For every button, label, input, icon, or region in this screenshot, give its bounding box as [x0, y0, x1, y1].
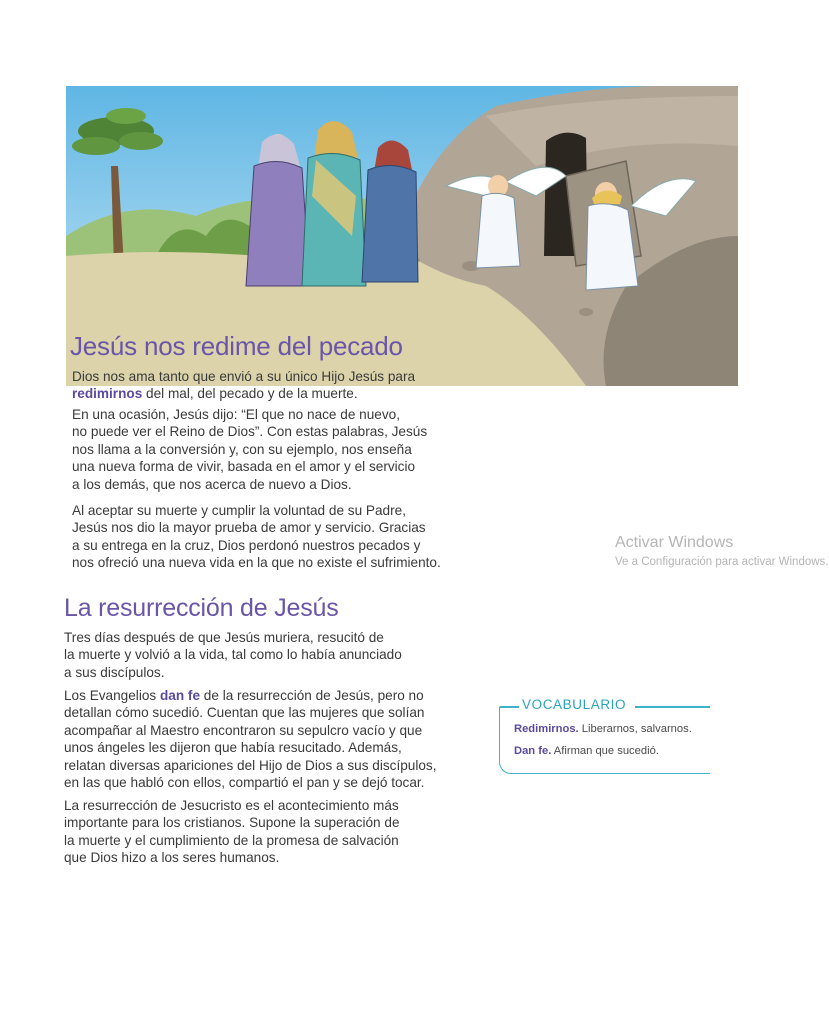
text-line: Jesús nos dio la mayor prueba de amor y servicio. Gracias [72, 520, 426, 536]
text-line: Los Evangelios dan fe de la resurrección de Jesús, pero no [64, 688, 424, 703]
text-line: a sus discípulos. [64, 664, 165, 680]
text-line: a su entrega en la cruz, Dios perdonó nuestros pecados y [72, 537, 421, 553]
vocabulary-box [499, 707, 710, 774]
vocabulary-header [499, 697, 710, 715]
text-line: acompañar al Maestro encontraron su sepulcro vacío y que [64, 722, 423, 738]
text-line: nos ofreció una nueva vida en la que no existe el sufrimiento. [72, 555, 441, 571]
text-line: nos llama a la conversión y, con su ejemplo, nos enseña [72, 441, 412, 457]
section-title-resurrection: La resurrección de Jesús [64, 594, 339, 622]
paragraph-redemption-intro [72, 368, 415, 403]
activation-watermark-subtitle: Ve a Configuración para activar Windows. [615, 556, 829, 568]
text-line: Al aceptar su muerte y cumplir la voluntad de su Padre, [72, 503, 406, 518]
vocabulary-definition: Liberarnos, salvarnos. [578, 723, 692, 735]
paragraph-resurrection-intro [64, 629, 402, 681]
text-line: no puede ver el Reino de Dios”. Con estas palabras, Jesús [72, 424, 428, 440]
text-line: la muerte y el cumplimiento de la promesa de salvación [64, 832, 399, 848]
keyword-redimirnos: redimirnos [72, 386, 143, 402]
text-line: en las que habló con ellos, compartió el pan y se dejó tocar. [64, 775, 425, 791]
text-line: una nueva forma de vivir, basada en el amor y el servicio [72, 459, 416, 475]
activation-watermark-title: Activar Windows [615, 534, 734, 551]
text-line: a los demás, que nos acerca de nuevo a Dios. [72, 476, 352, 492]
keyword-dan-fe: dan fe [159, 688, 201, 703]
paragraph-gospels [64, 687, 437, 791]
vocabulary-definition: Afirman que sucedió. [551, 745, 659, 757]
text-line: unos ángeles les dijeron que había resucitado. Además, [64, 740, 402, 756]
paragraph-conversion [72, 406, 427, 493]
vocabulary-divider [499, 706, 519, 708]
text-line: Tres días después de que Jesús muriera, resucitó de [64, 630, 384, 645]
paragraph-sacrifice [72, 502, 441, 572]
vocabulary-entry [514, 723, 692, 735]
vocabulary-term: Redimirnos. [514, 723, 579, 735]
paragraph-importance [64, 797, 400, 867]
text-line: En una ocasión, Jesús dijo: “El que no nace de nuevo, [72, 407, 400, 422]
text-line: detallan cómo sucedió. Cuentan que las mujeres que solían [64, 705, 425, 721]
vocabulary-divider [635, 706, 710, 708]
vocabulary-title: VOCABULARIO [522, 697, 627, 712]
text-line: que Dios hizo a los seres humanos. [64, 850, 280, 866]
vocabulary-entry [514, 745, 659, 757]
text-line: importante para los cristianos. Supone la superación de [64, 815, 400, 831]
vocabulary-term: Dan fe. [514, 745, 552, 757]
text-line: redimirnos del mal, del pecado y de la muerte. [72, 386, 358, 402]
text-line: la muerte y volvió a la vida, tal como lo había anunciado [64, 647, 402, 663]
text-line: La resurrección de Jesucristo es el acontecimiento más [64, 798, 399, 813]
section-title-redemption: Jesús nos redime del pecado [70, 331, 403, 361]
text-line: Dios nos ama tanto que envió a su único Hijo Jesús para [72, 369, 416, 384]
text-line: relatan diversas apariciones del Hijo de Dios a sus discípulos, [64, 757, 437, 773]
